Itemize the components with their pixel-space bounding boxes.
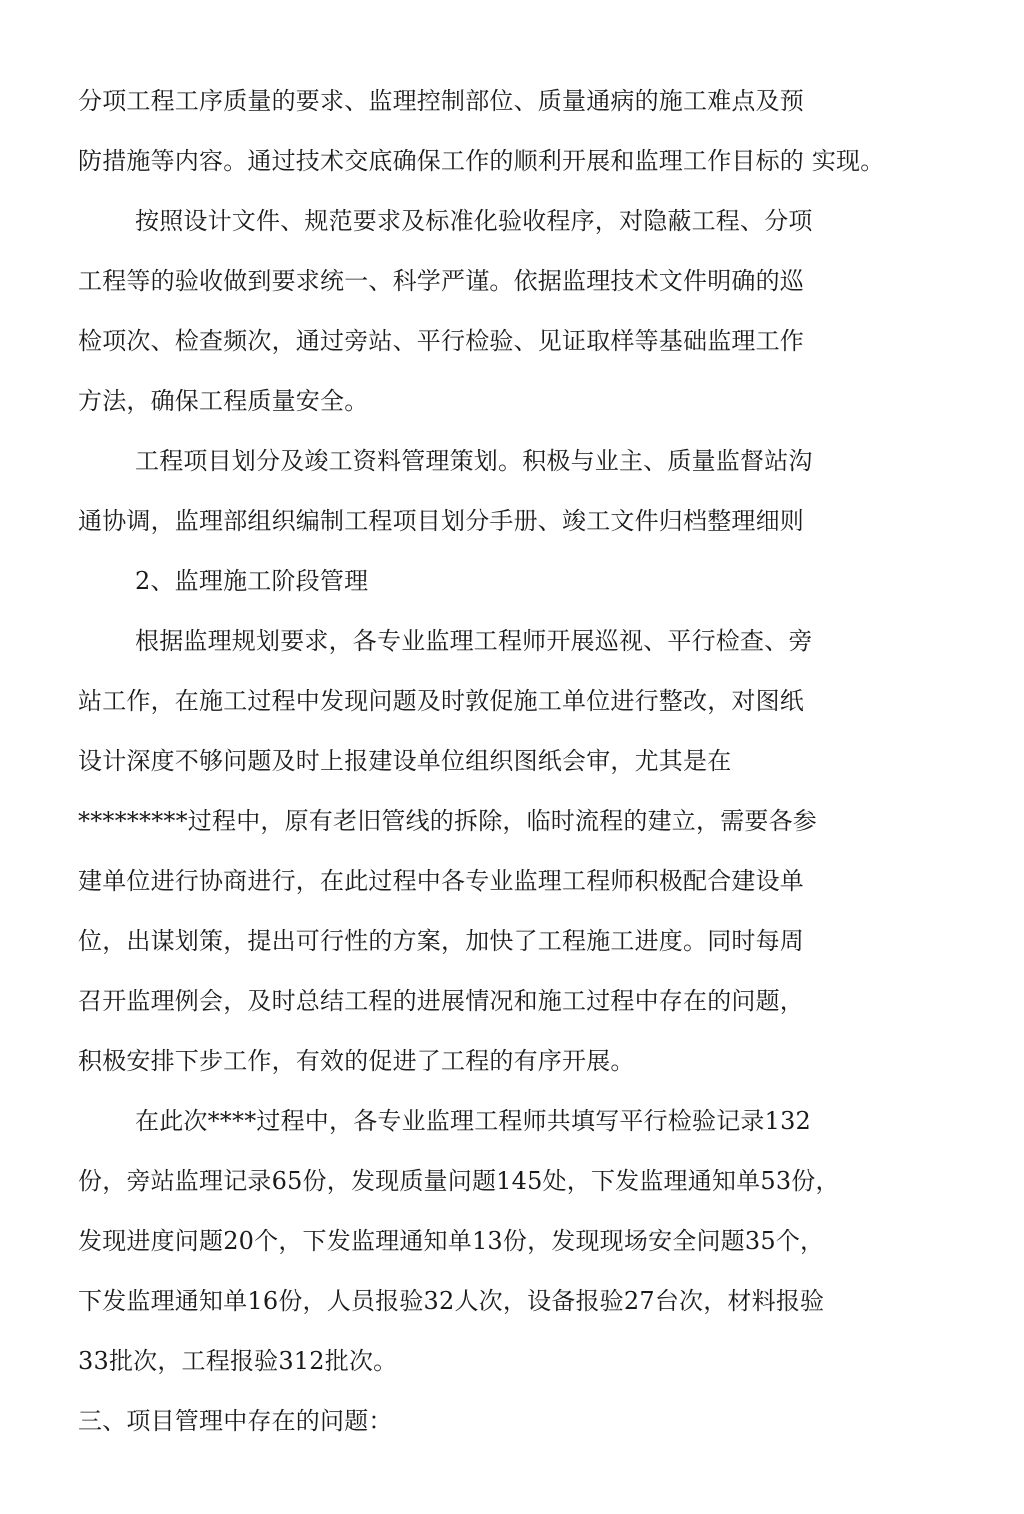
paragraph-start-line: 按照设计文件、规范要求及标准化验收程序，对隐蔽工程、分项 xyxy=(135,207,813,235)
paragraph-start-line: 根据监理规划要求，各专业监理工程师开展巡视、平行检查、旁 xyxy=(135,627,813,655)
text-line: 通协调，监理部组织编制工程项目划分手册、竣工文件归档整理细则 xyxy=(78,507,804,535)
text-line: 下发监理通知单16份，人员报验32人次，设备报验27台次，材料报验 xyxy=(78,1287,825,1315)
text-line: 召开监理例会，及时总结工程的进展情况和施工过程中存在的问题， xyxy=(78,987,804,1015)
text-line: 33批次，工程报验312批次。 xyxy=(78,1347,398,1375)
text-line: 站工作，在施工过程中发现问题及时敦促施工单位进行整改，对图纸 xyxy=(78,687,804,715)
text-line: 方法，确保工程质量安全。 xyxy=(78,387,369,415)
text-line: 工程等的验收做到要求统一、科学严谨。依据监理技术文件明确的巡 xyxy=(78,267,804,295)
text-line: 积极安排下步工作，有效的促进了工程的有序开展。 xyxy=(78,1047,635,1075)
paragraph-start-line: 工程项目划分及竣工资料管理策划。积极与业主、质量监督站沟 xyxy=(135,447,813,475)
text-line: 防措施等内容。通过技术交底确保工作的顺利开展和监理工作目标的 实现。 xyxy=(78,147,885,175)
text-line: 设计深度不够问题及时上报建设单位组织图纸会审，尤其是在 xyxy=(78,747,732,775)
text-line: 建单位进行协商进行，在此过程中各专业监理工程师积极配合建设单 xyxy=(78,867,804,895)
section-heading: 三、项目管理中存在的问题： xyxy=(78,1407,393,1435)
section-heading: 2、监理施工阶段管理 xyxy=(135,567,369,595)
text-line: *********过程中，原有老旧管线的拆除，临时流程的建立，需要各参 xyxy=(78,807,817,835)
text-line: 检项次、检查频次，通过旁站、平行检验、见证取样等基础监理工作 xyxy=(78,327,804,355)
text-line: 分项工程工序质量的要求、监理控制部位、质量通病的施工难点及预 xyxy=(78,87,804,115)
text-line: 位，出谋划策，提出可行性的方案，加快了工程施工进度。同时每周 xyxy=(78,927,804,955)
paragraph-start-line: 在此次****过程中，各专业监理工程师共填写平行检验记录132 xyxy=(135,1107,812,1135)
text-line: 份，旁站监理记录65份，发现质量问题145处，下发监理通知单53份， xyxy=(78,1167,840,1195)
text-line: 发现进度问题20个，下发监理通知单13份，发现现场安全问题35个， xyxy=(78,1227,825,1255)
